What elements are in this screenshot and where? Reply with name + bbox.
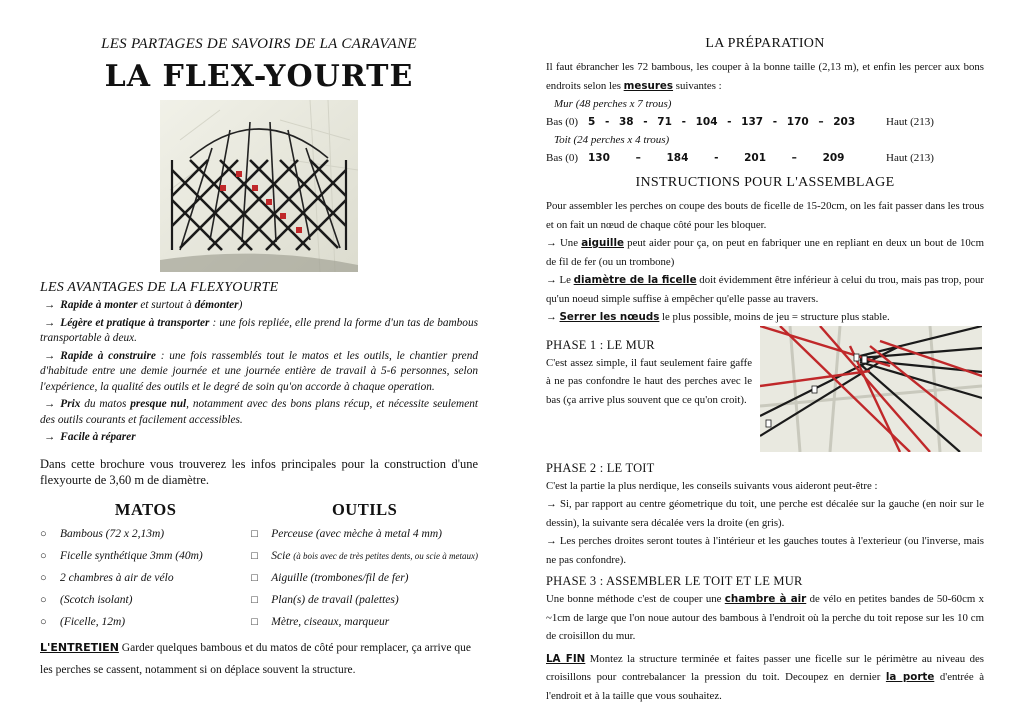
matos-item: ○ 2 chambres à air de vélo xyxy=(40,567,251,589)
toit-label: Toit (24 perches x 4 trous) xyxy=(554,134,670,146)
matos-heading: MATOS xyxy=(114,499,177,519)
entretien-label: L'ENTRETIEN xyxy=(40,640,119,654)
square-bullet-icon: □ xyxy=(251,527,258,540)
avantage-item-2: → Légère et pratique à transporter : une fois repliée, elle prend la forme d'un tas de bambous transportable à deux. xyxy=(40,316,479,344)
phase3-text: Une bonne méthode c'est de couper une chambre à air de vélo en petites bandes de 50-60cm x ~1cm de large que l'on noue autour des bambous à l'endroit où la perche du toit repose sur les 10 cm de croisillon du mur. xyxy=(546,593,984,642)
mur-label: Mur (48 perches x 7 trous) xyxy=(554,98,672,110)
fin-label: LA FIN xyxy=(546,652,586,665)
arrow-icon: → xyxy=(44,349,56,362)
entretien-paragraph: L'ENTRETIEN Garder quelques bambous et du matos de côté pour remplacer, ça arrive que les perches se cassent, notamment si on déplace souvent la structure. xyxy=(40,640,471,676)
outils-item: □ Scie (à bois avec de très petites dents, ou scie à metaux) xyxy=(251,545,478,567)
avantage-item-5: → Facile à réparer xyxy=(44,431,136,443)
wall-illustration xyxy=(760,326,982,452)
mur-values: 5 - 38 - 71 - 104 - 137 - 170 – 203 xyxy=(588,116,856,128)
materials-tools xyxy=(40,500,478,633)
outils-item: □ Mètre, ciseaux, marqueur xyxy=(251,611,478,633)
square-bullet-icon: □ xyxy=(251,571,258,584)
main-title: LA FLEX-YOURTE xyxy=(104,59,414,94)
instructions-p1: Pour assembler les perches on coupe des bouts de ficelle de 15-20cm, on les fait passer dans les trous et on fait un nœud de chaque côté pour les bloquer. xyxy=(546,200,984,231)
outils-list xyxy=(251,500,478,633)
matos-list xyxy=(40,500,251,633)
circle-bullet-icon: ○ xyxy=(40,571,47,584)
circle-bullet-icon: ○ xyxy=(40,615,47,628)
yurt-illustration xyxy=(160,100,358,272)
avantage-item-4: → Prix du matos presque nul, notamment avec des bons plans récup, et nécessite seulement des outils courants et facilement accessibles. xyxy=(40,398,478,426)
intro-paragraph: Dans cette brochure vous trouverez les infos principales pour la construction d'une flexyourte de 3,60 m de diamètre. xyxy=(40,456,478,487)
outils-heading: OUTILS xyxy=(331,499,398,519)
arrow-icon: → xyxy=(44,299,56,311)
square-bullet-icon: □ xyxy=(251,615,258,628)
matos-item: ○ (Scotch isolant) xyxy=(40,589,251,611)
outils-item: □ Aiguille (trombones/fil de fer) xyxy=(251,567,478,589)
arrow-icon: → xyxy=(44,316,56,329)
matos-item: ○ Ficelle synthétique 3mm (40m) xyxy=(40,545,251,567)
instructions-p4: → Serrer les nœuds le plus possible, moins de jeu = structure plus stable. xyxy=(546,311,890,323)
circle-bullet-icon: ○ xyxy=(40,549,47,562)
phase3-heading: PHASE 3 : ASSEMBLER LE TOIT ET LE MUR xyxy=(546,574,803,588)
avantage-item-1: → Rapide à monter et surtout à démonter) xyxy=(44,299,243,311)
avantages-heading: LES AVANTAGES DE LA FLEXYOURTE xyxy=(40,280,279,295)
preparation-text: Il faut ébrancher les 72 bambous, les couper à la bonne taille (2,13 m), et enfin les percer aux bons endroits selon les mesures suivantes : xyxy=(546,61,984,92)
circle-bullet-icon: ○ xyxy=(40,527,47,540)
mur-measures: Bas (0) 5 - 38 - 71 - 104 - 137 - 170 – 203 Haut (213) xyxy=(546,113,984,131)
toit-measures: Bas (0) 130 – 184 - 201 – 209 Haut (213) xyxy=(546,149,984,167)
outils-item: □ Plan(s) de travail (palettes) xyxy=(251,589,478,611)
outils-item: □ Perceuse (avec mèche à metal 4 mm) xyxy=(251,523,478,545)
phase1-heading: PHASE 1 : LE MUR xyxy=(546,337,655,352)
circle-bullet-icon: ○ xyxy=(40,593,47,606)
instructions-p3: → Le diamètre de la ficelle doit évidemment être inférieur à celui du trou, mais pas trop, pour qu'un noeud simple suffise à empêcher qu'elle passe au travers. xyxy=(546,274,984,305)
series-title: LES PARTAGES DE SAVOIRS DE LA CARAVANE xyxy=(101,36,417,52)
arrow-icon: → xyxy=(44,431,56,443)
fin-paragraph: LA FIN Montez la structure terminée et faites passer une ficelle sur le périmètre au niveau des croisillons pour contrebalancer la pression du toit. Decoupez en dernier la porte d'entrée à l'endroit et à la taille que vous souhaitez. xyxy=(546,652,984,702)
instructions-p2: → Une aiguille peut aider pour ça, on peut en fabriquer une en repliant en deux un bout de 10cm de fil de fer (ou un trombone) xyxy=(546,237,984,268)
right-column xyxy=(546,30,984,705)
phase2-heading: PHASE 2 : LE TOIT xyxy=(546,460,655,475)
phase1-section xyxy=(546,354,984,454)
square-bullet-icon: □ xyxy=(251,549,258,562)
left-column xyxy=(40,30,478,681)
matos-item: ○ Bambous (72 x 2,13m) xyxy=(40,523,251,545)
matos-item: ○ (Ficelle, 12m) xyxy=(40,611,251,633)
phase2-p2: → Si, par rapport au centre géometrique du toit, une perche est décalée sur la gauche (en noir sur le dessin), la suivante sera décalée vers la droite (en gris). xyxy=(546,498,984,529)
square-bullet-icon: □ xyxy=(251,593,258,606)
avantage-item-3: → Rapide à construire : une fois rassemblés tout le matos et les outils, le chantier prend d'habitude entre une demie journée et une journée entière de travail à 5-6 personnes, selon l'expérience, la qualité des outils et le degré de soin qu'on accorde à chaque operation. xyxy=(40,349,478,393)
preparation-heading: LA PRÉPARATION xyxy=(705,36,825,51)
instructions-heading: INSTRUCTIONS POUR L'ASSEMBLAGE xyxy=(635,175,895,190)
phase1-text: C'est assez simple, il faut seulement faire gaffe à ne pas confondre le haut des perches avec le bas (ça arrive plus souvent que ce qu'on croit). xyxy=(546,356,752,406)
phase2-p1: C'est la partie la plus nerdique, les conseils suivants vous aideront peut-être : xyxy=(546,479,878,492)
toit-values: 130 – 184 - 201 – 209 xyxy=(588,152,845,164)
arrow-icon: → xyxy=(44,398,56,410)
phase2-p3: → Les perches droites seront toutes à l'intérieur et les gauches toutes à l'exterieur (ou l'inverse, mais ne pas confondre). xyxy=(546,535,984,566)
